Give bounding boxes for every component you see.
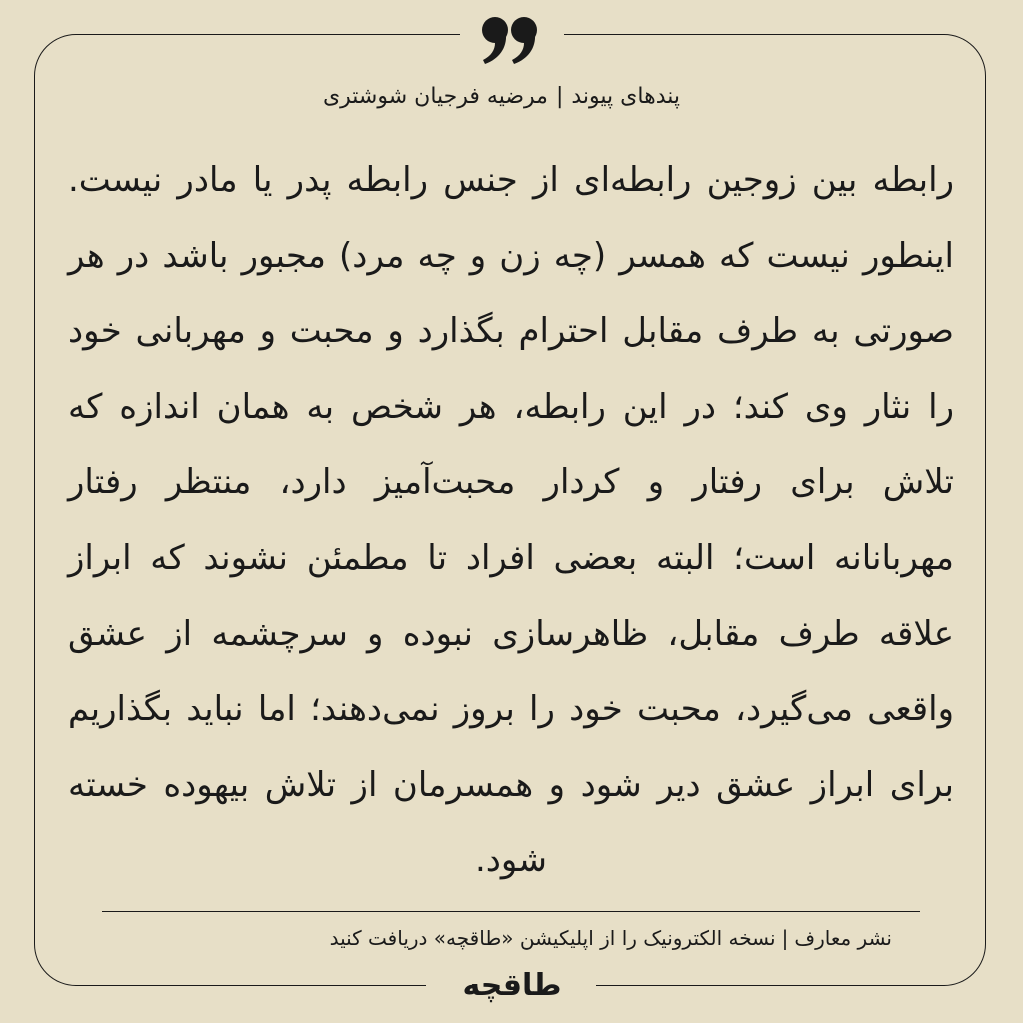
book-attribution bbox=[180, 80, 680, 114]
footer-line bbox=[102, 922, 892, 954]
quote-text: رابطه بین زوجین رابطه‌ای از جنس رابطه پدر یا مادر نیست. اینطور نیست که همسر (چه زن و چه مرد) مجبور باشد در هر صورتی به طرف مقابل احترام بگذارد و محبت و مهربانی خود را نثار وی کند؛ در این رابطه، هر شخص به همان اندازه که تلاش برای رفتار و کردار محبت‌آمیز دارد، منتظر رفتار مهربانانه است؛ البته بعضی افراد تا مطمئن نشوند که ابراز علاقه طرف مقابل، ظاهرسازی نبوده و سرچشمه از عشق واقعی می‌گیرد، محبت خود را بروز نمی‌دهند؛ اما نباید بگذاریم برای ابراز عشق دیر شود و همسرمان از تلاش بیهوده خسته شود. bbox=[68, 160, 954, 881]
footer-divider bbox=[102, 911, 920, 912]
author-name: مرضیه فرجیان شوشتری bbox=[322, 84, 548, 109]
taaghche-logo: طاقچه bbox=[462, 968, 562, 1003]
publisher-name: نشر معارف bbox=[794, 926, 892, 950]
quote-icon bbox=[478, 14, 542, 66]
book-title: پندهای پیوند bbox=[571, 84, 680, 109]
footer-separator: | bbox=[781, 926, 789, 950]
header-separator: | bbox=[555, 84, 564, 109]
download-cta: نسخه الکترونیک را از اپلیکیشن «طاقچه» دریافت کنید bbox=[329, 926, 776, 950]
